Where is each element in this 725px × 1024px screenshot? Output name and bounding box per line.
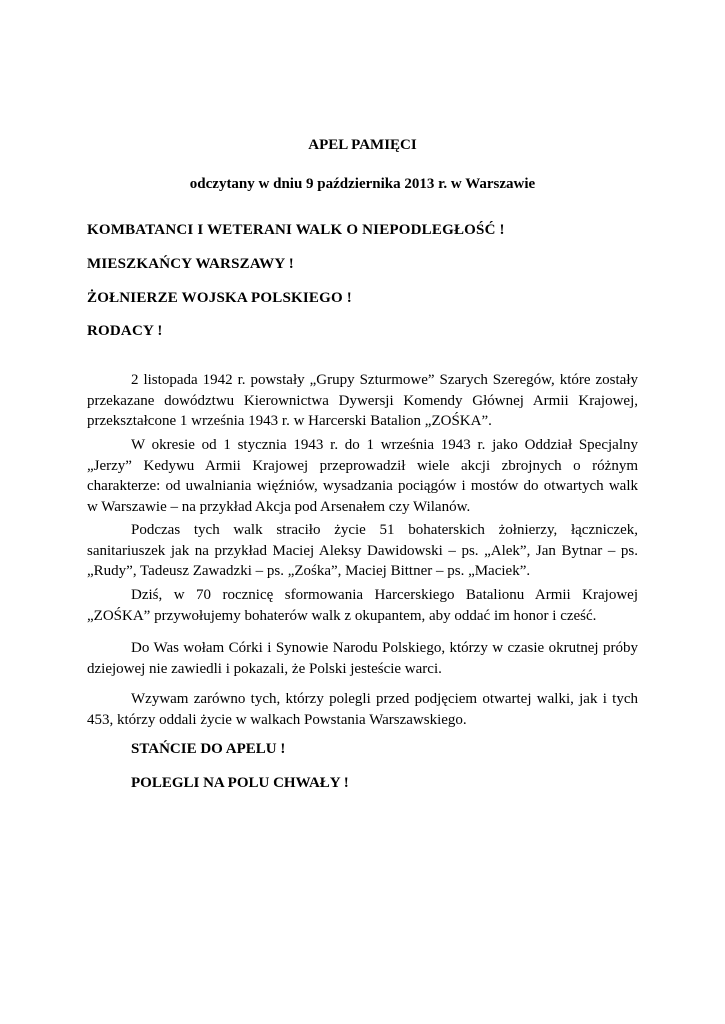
salutation-veterans: KOMBATANCI I WETERANI WALK O NIEPODLEGŁOŚĆ ! — [87, 222, 505, 238]
paragraph-actions: W okresie od 1 stycznia 1943 r. do 1 września 1943 r. jako Oddział Specjalny „Jerzy” Kedywu Armii Krajowej przeprowadził wiele akcji zbrojnych o różnym charakterze: od uwalniania więźniów, wysadzania pociągów i mostów do otwartych walk w Warszawie – na przykład Akcja pod Arsenałem czy Wilanów. — [87, 437, 638, 515]
salutation-compatriots: RODACY ! — [87, 323, 163, 339]
paragraph-call: Do Was wołam Córki i Synowie Narodu Polskiego, którzy w czasie okrutnej próby dziejowej nie zawiedli i pokazali, że Polski jesteście warci. — [87, 640, 638, 677]
call-fallen: POLEGLI NA POLU CHWAŁY ! — [131, 775, 349, 791]
paragraph-anniversary: Dziś, w 70 rocznicę sformowania Harcerskiego Batalionu Armii Krajowej „ZOŚKA” przywołujemy bohaterów walk z okupantem, aby oddać im honor i cześć. — [87, 587, 638, 624]
paragraph-fallen: Podczas tych walk straciło życie 51 bohaterskich żołnierzy, łączniczek, sanitariuszek jak na przykład Maciej Aleksy Dawidowski – ps. „Alek”, Jan Bytnar – ps. „Rudy”, Tadeusz Zawadzki – ps. „Zośka”, Maciej Bittner – ps. „Maciek”. — [87, 522, 638, 579]
paragraph-summon: Wzywam zarówno tych, którzy polegli przed podjęciem otwartej walki, jak i tych 453, którzy oddali życie w walkach Powstania Warszawskiego. — [87, 691, 638, 728]
document-title: APEL PAMIĘCI — [308, 137, 417, 153]
document-subtitle: odczytany w dniu 9 października 2013 r. w Warszawie — [189, 176, 536, 192]
call-roll: STAŃCIE DO APELU ! — [131, 741, 286, 757]
salutation-soldiers: ŻOŁNIERZE WOJSKA POLSKIEGO ! — [87, 290, 352, 306]
paragraph-history: 2 listopada 1942 r. powstały „Grupy Szturmowe” Szarych Szeregów, które zostały przekazane dowództwu Kierownictwa Dywersji Komendy Głównej Armii Krajowej, przekształcone 1 września 1943 r. w Harcerski Batalion „ZOŚKA”. — [87, 372, 638, 429]
salutation-residents: MIESZKAŃCY WARSZAWY ! — [87, 256, 295, 272]
